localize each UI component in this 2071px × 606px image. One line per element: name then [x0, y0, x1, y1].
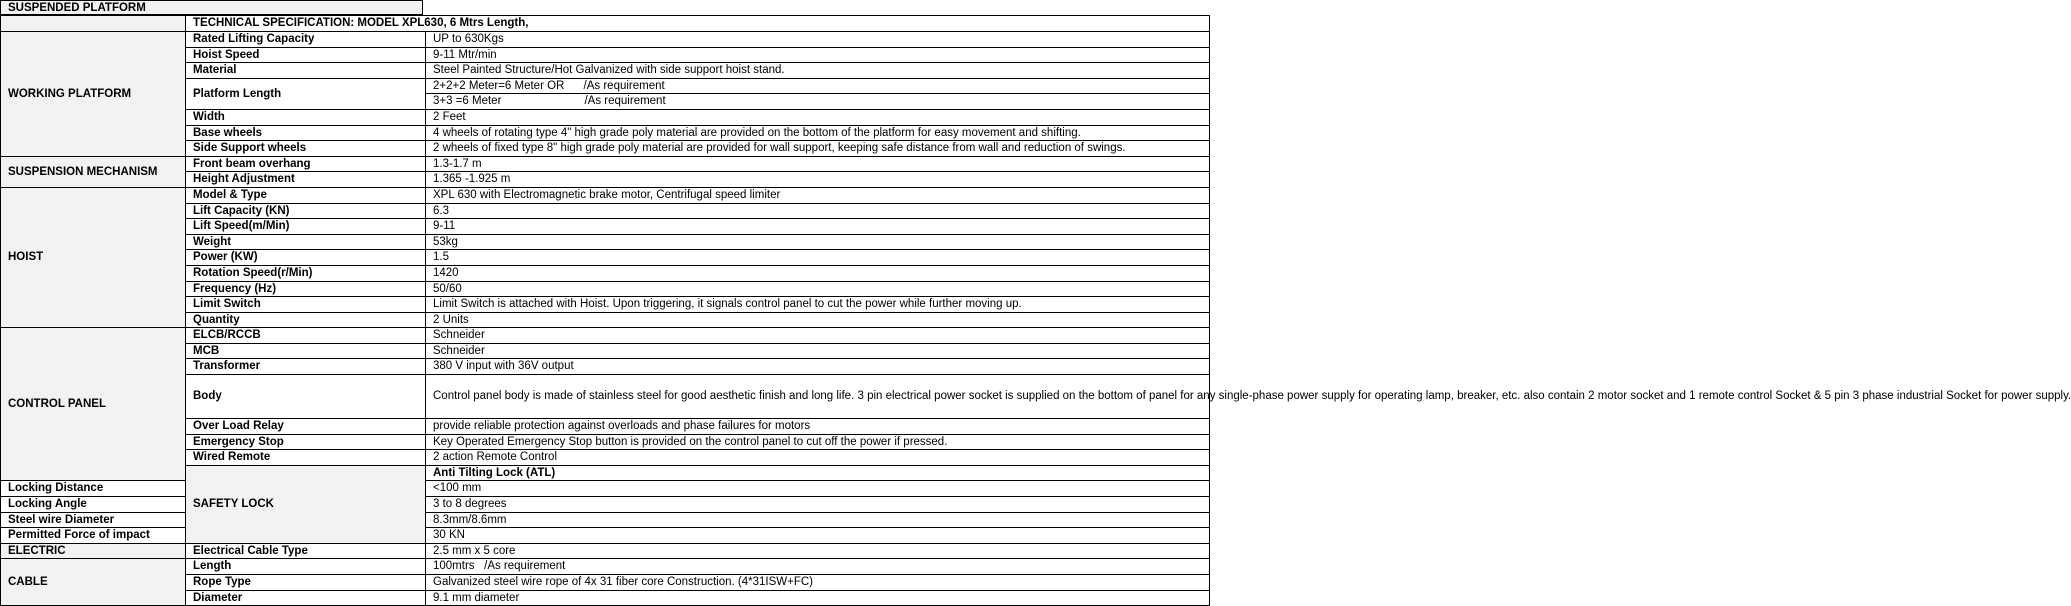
param-label: Diameter	[186, 590, 426, 606]
param-label: Rotation Speed(r/Min)	[186, 265, 426, 281]
table-row	[1, 481, 1210, 497]
param-value: 8.3mm/8.6mm	[426, 512, 1210, 528]
param-label: Lift Capacity (KN)	[186, 203, 426, 219]
param-value: Schneider	[426, 343, 1210, 359]
param-value: 9-11	[426, 219, 1210, 235]
header-blank-cell	[1, 16, 186, 32]
param-label: Transformer	[186, 359, 426, 375]
table-row	[1, 156, 1210, 172]
table-row	[1, 559, 1210, 575]
param-label: Locking Distance	[1, 481, 186, 497]
param-label: ELCB/RCCB	[186, 328, 426, 344]
param-label: Emergency Stop	[186, 434, 426, 450]
spec-header: TECHNICAL SPECIFICATION: MODEL XPL630, 6 Mtrs Length,	[186, 16, 1210, 32]
table-row	[1, 543, 1210, 559]
param-value: 100mtrs /As requirement	[426, 559, 1210, 575]
param-label: Height Adjustment	[186, 172, 426, 188]
param-value: Steel Painted Structure/Hot Galvanized with side support hoist stand.	[426, 63, 1210, 79]
category-working-platform: WORKING PLATFORM	[1, 32, 186, 157]
param-label: Permitted Force of impact	[1, 528, 186, 544]
param-value: 3 to 8 degrees	[426, 497, 1210, 513]
param-label: Power (KW)	[186, 250, 426, 266]
param-label: Rated Lifting Capacity	[186, 32, 426, 48]
category-cable: CABLE	[1, 559, 186, 606]
param-label: Body	[186, 375, 426, 419]
document-title: SUSPENDED PLATFORM	[0, 0, 423, 15]
category-control-panel: CONTROL PANEL	[1, 328, 186, 481]
param-value: provide reliable protection against overloads and phase failures for motors	[426, 419, 1210, 435]
param-label: Locking Angle	[1, 497, 186, 513]
param-value: Control panel body is made of stainless steel for good aesthetic finish and long life. 3 pin electrical power socket is supplied on the bottom of panel for any single-phase power supply for operating lamp, breaker, etc. also contain 2 motor socket and 1 remote control Socket & 5 pin 3 phase industrial Socket for power supply.	[426, 375, 1210, 419]
category-hoist: HOIST	[1, 187, 186, 327]
param-value: <100 mm	[426, 481, 1210, 497]
param-value: 2+2+2 Meter=6 Meter OR /As requirement	[426, 78, 1210, 94]
param-value: 30 KN	[426, 528, 1210, 544]
param-label: Base wheels	[186, 125, 426, 141]
param-value: XPL 630 with Electromagnetic brake motor, Centrifugal speed limiter	[426, 187, 1210, 203]
param-label: Hoist Speed	[186, 47, 426, 63]
param-label: Platform Length	[186, 78, 426, 109]
param-label: Quantity	[186, 312, 426, 328]
param-value: 2 action Remote Control	[426, 450, 1210, 466]
param-value: Key Operated Emergency Stop button is provided on the control panel to cut off the power if pressed.	[426, 434, 1210, 450]
param-label: Steel wire Diameter	[1, 512, 186, 528]
param-label: Width	[186, 109, 426, 125]
category-electric: ELECTRIC	[1, 543, 186, 559]
param-label: Anti Tilting Lock (ATL)	[426, 465, 1210, 481]
param-value: 2 Feet	[426, 109, 1210, 125]
param-value: 380 V input with 36V output	[426, 359, 1210, 375]
table-row	[1, 187, 1210, 203]
param-label: Electrical Cable Type	[186, 543, 426, 559]
param-value: UP to 630Kgs	[426, 32, 1210, 48]
param-value: 1420	[426, 265, 1210, 281]
param-label: Lift Speed(m/Min)	[186, 219, 426, 235]
param-label: Weight	[186, 234, 426, 250]
spec-table	[0, 15, 2071, 606]
param-label: Limit Switch	[186, 297, 426, 313]
param-value: 2 Units	[426, 312, 1210, 328]
category-safety-lock: SAFETY LOCK	[186, 465, 426, 543]
param-value: 9-11 Mtr/min	[426, 47, 1210, 63]
param-label: Wired Remote	[186, 450, 426, 466]
category-suspension-mechanism: SUSPENSION MECHANISM	[1, 156, 186, 187]
table-row	[1, 528, 1210, 544]
param-value: 53kg	[426, 234, 1210, 250]
table-row	[1, 32, 1210, 48]
param-value: 9.1 mm diameter	[426, 590, 1210, 606]
param-label: Side Support wheels	[186, 141, 426, 157]
table-row	[1, 512, 1210, 528]
param-label: Frequency (Hz)	[186, 281, 426, 297]
param-value: 50/60	[426, 281, 1210, 297]
param-value: Limit Switch is attached with Hoist. Upon triggering, it signals control panel to cut the power while further moving up.	[426, 297, 1210, 313]
param-label: Rope Type	[186, 575, 426, 591]
param-value: 2 wheels of fixed type 8" high grade poly material are provided for wall support, keeping safe distance from wall and reduction of swings.	[426, 141, 1210, 157]
param-value: 3+3 =6 Meter /As requirement	[426, 94, 1210, 110]
param-value: Schneider	[426, 328, 1210, 344]
param-label: Front beam overhang	[186, 156, 426, 172]
param-value: 2.5 mm x 5 core	[426, 543, 1210, 559]
table-row	[1, 328, 1210, 344]
param-value: Galvanized steel wire rope of 4x 31 fiber core Construction. (4*31ISW+FC)	[426, 575, 1210, 591]
param-label: Model & Type	[186, 187, 426, 203]
param-value: 1.3-1.7 m	[426, 156, 1210, 172]
param-value: 1.5	[426, 250, 1210, 266]
param-value: 6.3	[426, 203, 1210, 219]
param-value: 1.365 -1.925 m	[426, 172, 1210, 188]
header-row	[1, 16, 1210, 32]
param-label: MCB	[186, 343, 426, 359]
param-label: Length	[186, 559, 426, 575]
param-label: Over Load Relay	[186, 419, 426, 435]
param-label: Material	[186, 63, 426, 79]
param-value: 4 wheels of rotating type 4" high grade poly material are provided on the bottom of the platform for easy movement and shifting.	[426, 125, 1210, 141]
table-row	[1, 497, 1210, 513]
